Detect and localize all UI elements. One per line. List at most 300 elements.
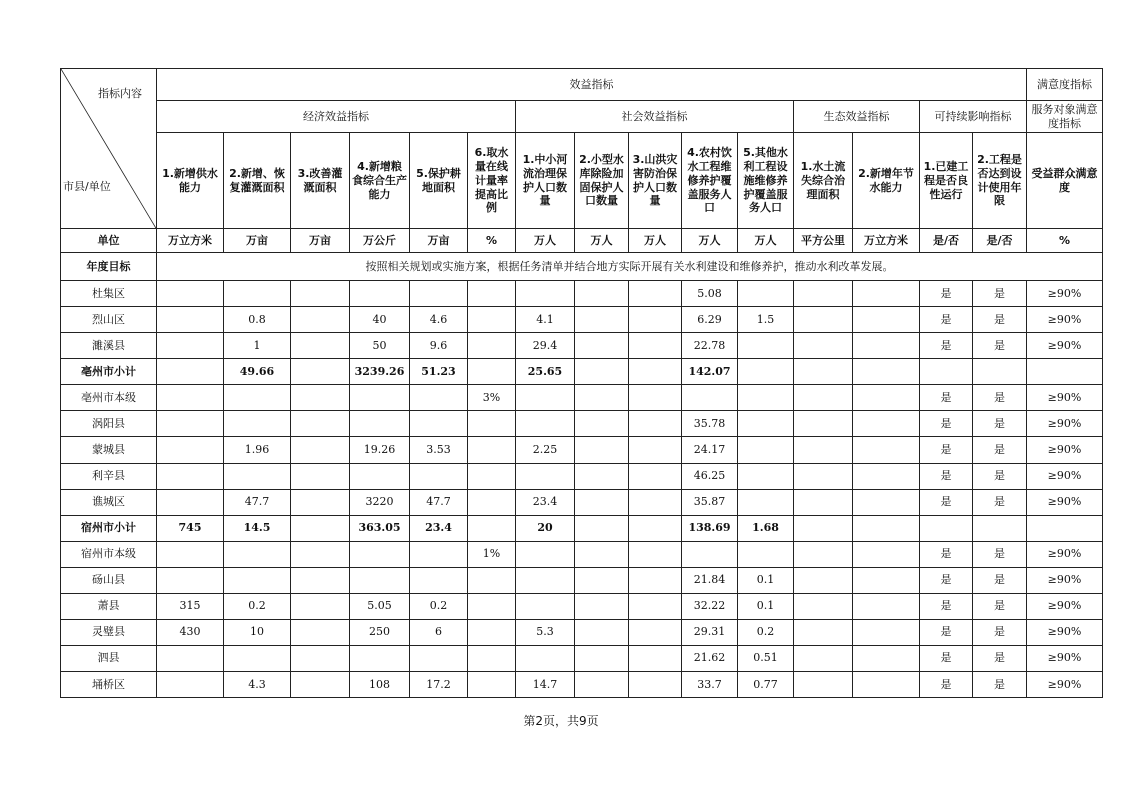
data-cell: 0.77 (738, 671, 794, 697)
data-cell (157, 333, 224, 359)
data-cell (973, 359, 1027, 385)
data-cell (682, 385, 738, 411)
data-cell (794, 515, 853, 541)
data-cell: 33.7 (682, 671, 738, 697)
unit-label: 单位 (61, 229, 157, 253)
data-cell (794, 359, 853, 385)
unit-cell: 万立方米 (853, 229, 920, 253)
data-cell (350, 463, 410, 489)
column-header: 4.新增粮食综合生产能力 (350, 133, 410, 229)
data-cell: 6.29 (682, 307, 738, 333)
benefit-header: 效益指标 (157, 69, 1027, 101)
data-cell (629, 359, 682, 385)
data-cell (291, 463, 350, 489)
data-cell (468, 333, 516, 359)
data-cell: 315 (157, 593, 224, 619)
data-cell (629, 463, 682, 489)
social-header: 社会效益指标 (516, 101, 794, 133)
data-cell: 是 (973, 307, 1027, 333)
data-cell: 3220 (350, 489, 410, 515)
data-cell: 17.2 (410, 671, 468, 697)
table-row (61, 567, 1103, 593)
data-cell (738, 333, 794, 359)
column-header: 2.工程是否达到设计使用年限 (973, 133, 1027, 229)
data-cell: 是 (920, 411, 973, 437)
data-cell: 是 (973, 541, 1027, 567)
data-cell: ≥90% (1027, 645, 1103, 671)
data-cell (224, 281, 291, 307)
data-cell: 是 (973, 619, 1027, 645)
data-cell: 47.7 (224, 489, 291, 515)
data-cell (575, 333, 629, 359)
data-cell (224, 463, 291, 489)
data-cell: 是 (920, 333, 973, 359)
unit-cell: 万立方米 (157, 229, 224, 253)
data-cell (224, 541, 291, 567)
data-cell (794, 281, 853, 307)
data-cell: 是 (920, 307, 973, 333)
corner-header-cell (61, 69, 157, 229)
data-cell: ≥90% (1027, 437, 1103, 463)
data-cell: ≥90% (1027, 567, 1103, 593)
data-cell (738, 489, 794, 515)
data-cell (853, 333, 920, 359)
data-cell (410, 567, 468, 593)
table-row (61, 307, 1103, 333)
data-cell (291, 619, 350, 645)
data-cell (853, 307, 920, 333)
data-cell: 35.78 (682, 411, 738, 437)
data-cell: 0.1 (738, 567, 794, 593)
data-cell (410, 385, 468, 411)
column-header: 5.其他水利工程设施维修养护覆盖服务人口 (738, 133, 794, 229)
table-row (61, 333, 1103, 359)
service-header: 服务对象满意度指标 (1027, 101, 1103, 133)
column-header: 6.取水量在线计量率提高比例 (468, 133, 516, 229)
data-cell (794, 645, 853, 671)
data-cell (738, 541, 794, 567)
data-cell (468, 307, 516, 333)
data-cell: ≥90% (1027, 671, 1103, 697)
data-cell (575, 541, 629, 567)
data-cell (738, 463, 794, 489)
data-cell (629, 541, 682, 567)
data-cell (516, 385, 575, 411)
data-cell (629, 593, 682, 619)
region-name: 烈山区 (61, 307, 157, 333)
goal-label: 年度目标 (61, 253, 157, 281)
data-cell (794, 437, 853, 463)
data-cell: 51.23 (410, 359, 468, 385)
data-cell: 3239.26 (350, 359, 410, 385)
data-cell (575, 489, 629, 515)
region-name: 宿州市本级 (61, 541, 157, 567)
column-header: 2.小型水库除险加固保护人口数量 (575, 133, 629, 229)
data-cell: 23.4 (516, 489, 575, 515)
data-cell: ≥90% (1027, 333, 1103, 359)
goal-text: 按照相关规划或实施方案，根据任务清单并结合地方实际开展有关水利建设和维修养护，推动水利改革发展。 (157, 253, 1103, 281)
data-cell (794, 411, 853, 437)
table-row (61, 411, 1103, 437)
data-cell (682, 541, 738, 567)
unit-cell: 是/否 (973, 229, 1027, 253)
data-cell (291, 333, 350, 359)
region-name: 濉溪县 (61, 333, 157, 359)
data-cell (410, 645, 468, 671)
data-cell (157, 385, 224, 411)
data-cell (629, 567, 682, 593)
data-cell (291, 567, 350, 593)
corner-top-label: 指标内容 (98, 87, 142, 100)
data-cell: 29.4 (516, 333, 575, 359)
data-cell (853, 437, 920, 463)
data-cell: 25.65 (516, 359, 575, 385)
data-cell (920, 515, 973, 541)
data-cell: ≥90% (1027, 385, 1103, 411)
data-cell (794, 619, 853, 645)
data-cell: 是 (973, 489, 1027, 515)
data-cell: 3.53 (410, 437, 468, 463)
data-cell (516, 593, 575, 619)
data-cell: 20 (516, 515, 575, 541)
data-cell (853, 593, 920, 619)
data-cell (575, 281, 629, 307)
data-cell (291, 645, 350, 671)
data-cell: 是 (920, 619, 973, 645)
table-row (61, 541, 1103, 567)
data-cell: 3% (468, 385, 516, 411)
data-cell: 14.7 (516, 671, 575, 697)
data-cell (853, 671, 920, 697)
data-cell (410, 281, 468, 307)
data-cell (629, 489, 682, 515)
satisfaction-header: 满意度指标 (1027, 69, 1103, 101)
data-cell (157, 281, 224, 307)
data-cell (575, 671, 629, 697)
data-cell: 47.7 (410, 489, 468, 515)
data-cell: 21.62 (682, 645, 738, 671)
data-cell: ≥90% (1027, 619, 1103, 645)
data-cell (291, 515, 350, 541)
data-cell: 是 (920, 645, 973, 671)
column-header: 3.山洪灾害防治保护人口数量 (629, 133, 682, 229)
data-cell (410, 411, 468, 437)
region-name: 亳州市小计 (61, 359, 157, 385)
data-cell: ≥90% (1027, 307, 1103, 333)
data-cell: 9.6 (410, 333, 468, 359)
data-cell: ≥90% (1027, 593, 1103, 619)
data-cell (157, 671, 224, 697)
data-cell: 14.5 (224, 515, 291, 541)
data-cell (291, 307, 350, 333)
column-header: 3.改善灌溉面积 (291, 133, 350, 229)
data-cell (468, 463, 516, 489)
data-cell (629, 645, 682, 671)
data-cell (291, 281, 350, 307)
data-cell (291, 671, 350, 697)
data-cell (291, 437, 350, 463)
data-cell: 363.05 (350, 515, 410, 541)
data-cell: 4.6 (410, 307, 468, 333)
data-cell: 5.08 (682, 281, 738, 307)
column-header: 1.新增供水能力 (157, 133, 224, 229)
data-cell (794, 489, 853, 515)
data-cell (350, 385, 410, 411)
data-cell: 是 (920, 671, 973, 697)
data-cell: 1.68 (738, 515, 794, 541)
data-cell: 250 (350, 619, 410, 645)
data-cell: 22.78 (682, 333, 738, 359)
page-footer: 第2页，共9页 (523, 714, 599, 728)
data-cell (1027, 515, 1103, 541)
data-cell (853, 645, 920, 671)
data-cell (920, 359, 973, 385)
data-cell (794, 333, 853, 359)
data-cell (629, 333, 682, 359)
data-cell (157, 463, 224, 489)
data-cell: 是 (973, 463, 1027, 489)
column-header: 1.已建工程是否良性运行 (920, 133, 973, 229)
data-cell: 430 (157, 619, 224, 645)
data-cell: ≥90% (1027, 411, 1103, 437)
region-name: 埇桥区 (61, 671, 157, 697)
data-cell (629, 307, 682, 333)
data-cell (629, 671, 682, 697)
unit-cell: 万亩 (410, 229, 468, 253)
region-name: 涡阳县 (61, 411, 157, 437)
data-cell (629, 385, 682, 411)
data-cell: 0.2 (410, 593, 468, 619)
data-cell: 是 (920, 385, 973, 411)
table-row (61, 359, 1103, 385)
data-cell: 0.8 (224, 307, 291, 333)
data-cell (224, 645, 291, 671)
region-name: 灵璧县 (61, 619, 157, 645)
data-cell: 745 (157, 515, 224, 541)
data-cell: 32.22 (682, 593, 738, 619)
sustain-header: 可持续影响指标 (920, 101, 1027, 133)
data-cell: 2.25 (516, 437, 575, 463)
unit-cell: 万人 (682, 229, 738, 253)
data-cell (157, 645, 224, 671)
data-cell: 0.2 (738, 619, 794, 645)
column-header: 2.新增年节水能力 (853, 133, 920, 229)
table-row (61, 437, 1103, 463)
region-name: 砀山县 (61, 567, 157, 593)
data-cell (738, 359, 794, 385)
data-cell (468, 411, 516, 437)
data-cell: 是 (920, 567, 973, 593)
data-cell (350, 645, 410, 671)
data-cell (157, 307, 224, 333)
data-cell (575, 593, 629, 619)
data-cell: 142.07 (682, 359, 738, 385)
column-header: 1.中小河流治理保护人口数量 (516, 133, 575, 229)
data-cell (291, 541, 350, 567)
data-cell (350, 567, 410, 593)
data-cell: 是 (973, 437, 1027, 463)
data-cell (516, 281, 575, 307)
data-cell: 是 (920, 541, 973, 567)
table-row (61, 489, 1103, 515)
data-cell (575, 359, 629, 385)
table-row (61, 385, 1103, 411)
data-cell (468, 671, 516, 697)
data-cell: 138.69 (682, 515, 738, 541)
data-cell (224, 411, 291, 437)
data-cell: 是 (920, 593, 973, 619)
data-cell (973, 515, 1027, 541)
data-cell (629, 281, 682, 307)
data-cell (291, 359, 350, 385)
data-cell (794, 541, 853, 567)
data-cell: 50 (350, 333, 410, 359)
data-cell (853, 385, 920, 411)
data-cell: 35.87 (682, 489, 738, 515)
data-cell (853, 619, 920, 645)
data-cell: 40 (350, 307, 410, 333)
data-cell: ≥90% (1027, 541, 1103, 567)
data-cell (350, 281, 410, 307)
data-cell: ≥90% (1027, 489, 1103, 515)
data-cell: 108 (350, 671, 410, 697)
table-row (61, 645, 1103, 671)
column-header: 4.农村饮水工程维修养护覆盖服务人口 (682, 133, 738, 229)
data-cell (468, 281, 516, 307)
region-name: 萧县 (61, 593, 157, 619)
data-cell (794, 593, 853, 619)
data-cell (224, 385, 291, 411)
data-cell (853, 489, 920, 515)
data-cell (410, 541, 468, 567)
data-cell (468, 567, 516, 593)
data-cell (794, 463, 853, 489)
data-cell (516, 567, 575, 593)
data-cell: 24.17 (682, 437, 738, 463)
data-cell (794, 671, 853, 697)
data-cell: 1.5 (738, 307, 794, 333)
data-cell (468, 645, 516, 671)
table-row (61, 515, 1103, 541)
data-cell (224, 567, 291, 593)
data-cell: 是 (920, 281, 973, 307)
data-cell (157, 489, 224, 515)
region-name: 泗县 (61, 645, 157, 671)
data-cell (738, 385, 794, 411)
unit-cell: 万公斤 (350, 229, 410, 253)
data-cell (794, 307, 853, 333)
region-name: 谯城区 (61, 489, 157, 515)
data-cell (738, 411, 794, 437)
data-cell: 1% (468, 541, 516, 567)
data-cell: 0.1 (738, 593, 794, 619)
data-cell (516, 463, 575, 489)
corner-bottom-label: 市县/单位 (63, 180, 111, 194)
data-cell (853, 515, 920, 541)
econ-header: 经济效益指标 (157, 101, 516, 133)
data-cell: 0.51 (738, 645, 794, 671)
data-cell: 10 (224, 619, 291, 645)
data-cell: 5.05 (350, 593, 410, 619)
data-cell: 5.3 (516, 619, 575, 645)
unit-cell: 是/否 (920, 229, 973, 253)
data-cell (468, 619, 516, 645)
table-row (61, 593, 1103, 619)
data-cell: 6 (410, 619, 468, 645)
data-cell: 是 (973, 671, 1027, 697)
data-cell: 4.3 (224, 671, 291, 697)
table-row (61, 463, 1103, 489)
unit-cell: 万人 (516, 229, 575, 253)
region-name: 利辛县 (61, 463, 157, 489)
data-cell: 是 (920, 463, 973, 489)
data-cell: 23.4 (410, 515, 468, 541)
data-cell: 0.2 (224, 593, 291, 619)
column-header: 2.新增、恢复灌溉面积 (224, 133, 291, 229)
performance-indicator-table (60, 68, 1103, 698)
table-row (61, 281, 1103, 307)
data-cell: 是 (973, 645, 1027, 671)
column-header: 1.水土流失综合治理面积 (794, 133, 853, 229)
data-cell: 是 (973, 333, 1027, 359)
data-cell (410, 463, 468, 489)
region-name: 蒙城县 (61, 437, 157, 463)
unit-cell: 万亩 (291, 229, 350, 253)
data-cell: 29.31 (682, 619, 738, 645)
unit-cell: 平方公里 (794, 229, 853, 253)
table-row (61, 619, 1103, 645)
data-cell (575, 619, 629, 645)
data-cell (350, 411, 410, 437)
unit-cell: % (468, 229, 516, 253)
unit-cell: 万人 (629, 229, 682, 253)
data-cell (468, 515, 516, 541)
unit-cell: 万亩 (224, 229, 291, 253)
data-cell: ≥90% (1027, 281, 1103, 307)
data-cell: 46.25 (682, 463, 738, 489)
data-cell (575, 411, 629, 437)
data-cell (575, 437, 629, 463)
data-cell (738, 437, 794, 463)
data-cell: 1.96 (224, 437, 291, 463)
data-cell (738, 281, 794, 307)
data-cell: 是 (973, 281, 1027, 307)
data-cell (853, 567, 920, 593)
data-cell: ≥90% (1027, 463, 1103, 489)
region-name: 亳州市本级 (61, 385, 157, 411)
data-cell (575, 307, 629, 333)
data-cell (291, 385, 350, 411)
data-cell (575, 645, 629, 671)
data-cell (853, 463, 920, 489)
data-cell (516, 541, 575, 567)
data-cell (853, 359, 920, 385)
data-cell (468, 437, 516, 463)
unit-cell: 万人 (738, 229, 794, 253)
column-header: 5.保护耕地面积 (410, 133, 468, 229)
data-cell: 是 (920, 437, 973, 463)
data-cell: 49.66 (224, 359, 291, 385)
data-cell (575, 385, 629, 411)
data-cell: 19.26 (350, 437, 410, 463)
data-cell (157, 437, 224, 463)
region-name: 宿州市小计 (61, 515, 157, 541)
data-cell (157, 411, 224, 437)
data-cell (853, 541, 920, 567)
data-cell: 4.1 (516, 307, 575, 333)
data-cell (575, 567, 629, 593)
data-cell: 是 (920, 489, 973, 515)
